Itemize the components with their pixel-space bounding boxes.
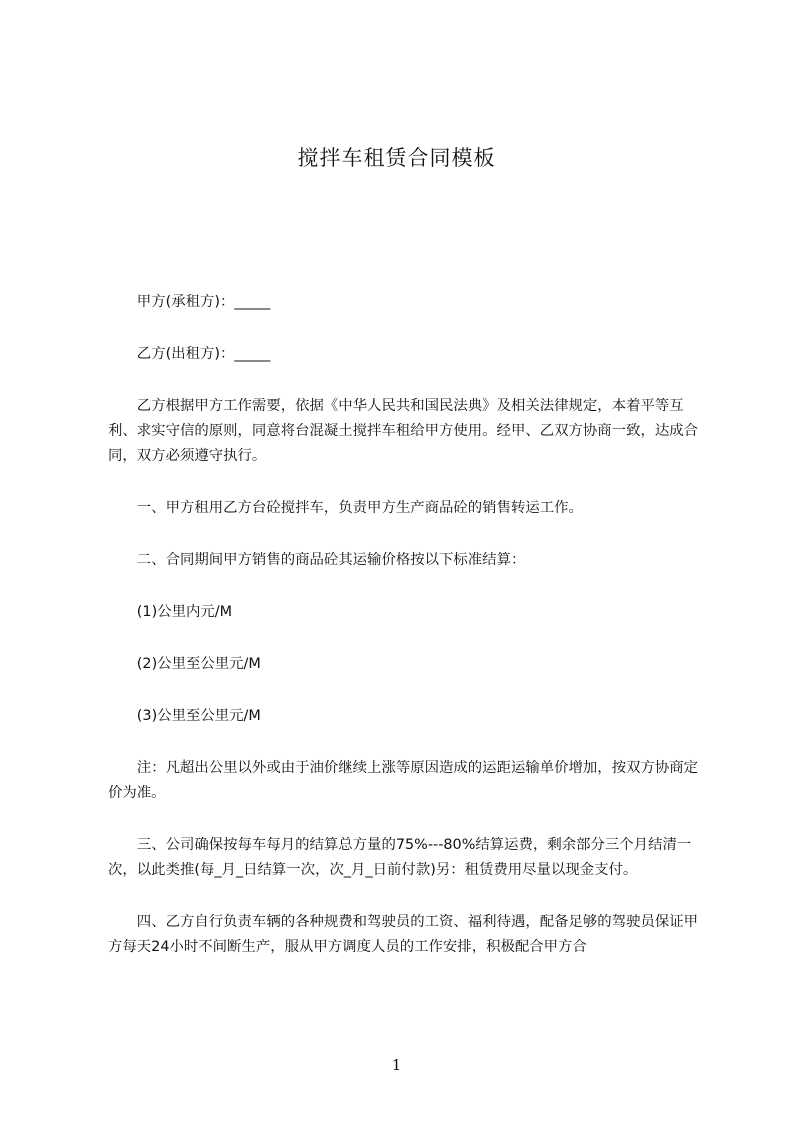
party-b-line: 乙方(出租方)：_____ (136, 346, 271, 362)
page-number: 1 (391, 1056, 402, 1074)
note-paragraph: 注：凡超出公里以外或由于油价继续上涨等原因造成的运距运输单价增加，按双方协商定价为准。 (108, 760, 699, 801)
preamble-paragraph: 乙方根据甲方工作需要，依据《中华人民共和国民法典》及相关法律规定，本着平等互利、求实守信的原则，同意将台混凝土搅拌车租给甲方使用。经甲、乙双方协商一致，达成合同，双方必须遵守执行。 (108, 398, 699, 464)
clause-4: 四、乙方自行负责车辆的各种规费和驾驶员的工资、福利待遇，配备足够的驾驶员保证甲方每天24小时不间断生产，服从甲方调度人员的工作安排，积极配合甲方合 (108, 914, 699, 955)
party-a-line: 甲方(承租方)：_____ (136, 294, 271, 310)
clause-1: 一、甲方租用乙方台砼搅拌车，负责甲方生产商品砼的销售转运工作。 (136, 500, 583, 516)
price-item-3: (3)公里至公里元/M (136, 708, 261, 724)
clause-2: 二、合同期间甲方销售的商品砼其运输价格按以下标准结算： (136, 552, 526, 568)
document-body (108, 290, 700, 987)
price-item-1: (1)公里内元/M (136, 604, 233, 620)
document-title: 搅拌车租赁合同模板 (297, 146, 496, 170)
price-item-2: (2)公里至公里元/M (136, 656, 261, 672)
clause-3: 三、公司确保按每车每月的结算总方量的75%---80%结算运费，剩余部分三个月结清一次，以此类推(每_月_日结算一次，次_月_日前付款)另：租赁费用尽量以现金支付。 (108, 837, 692, 878)
